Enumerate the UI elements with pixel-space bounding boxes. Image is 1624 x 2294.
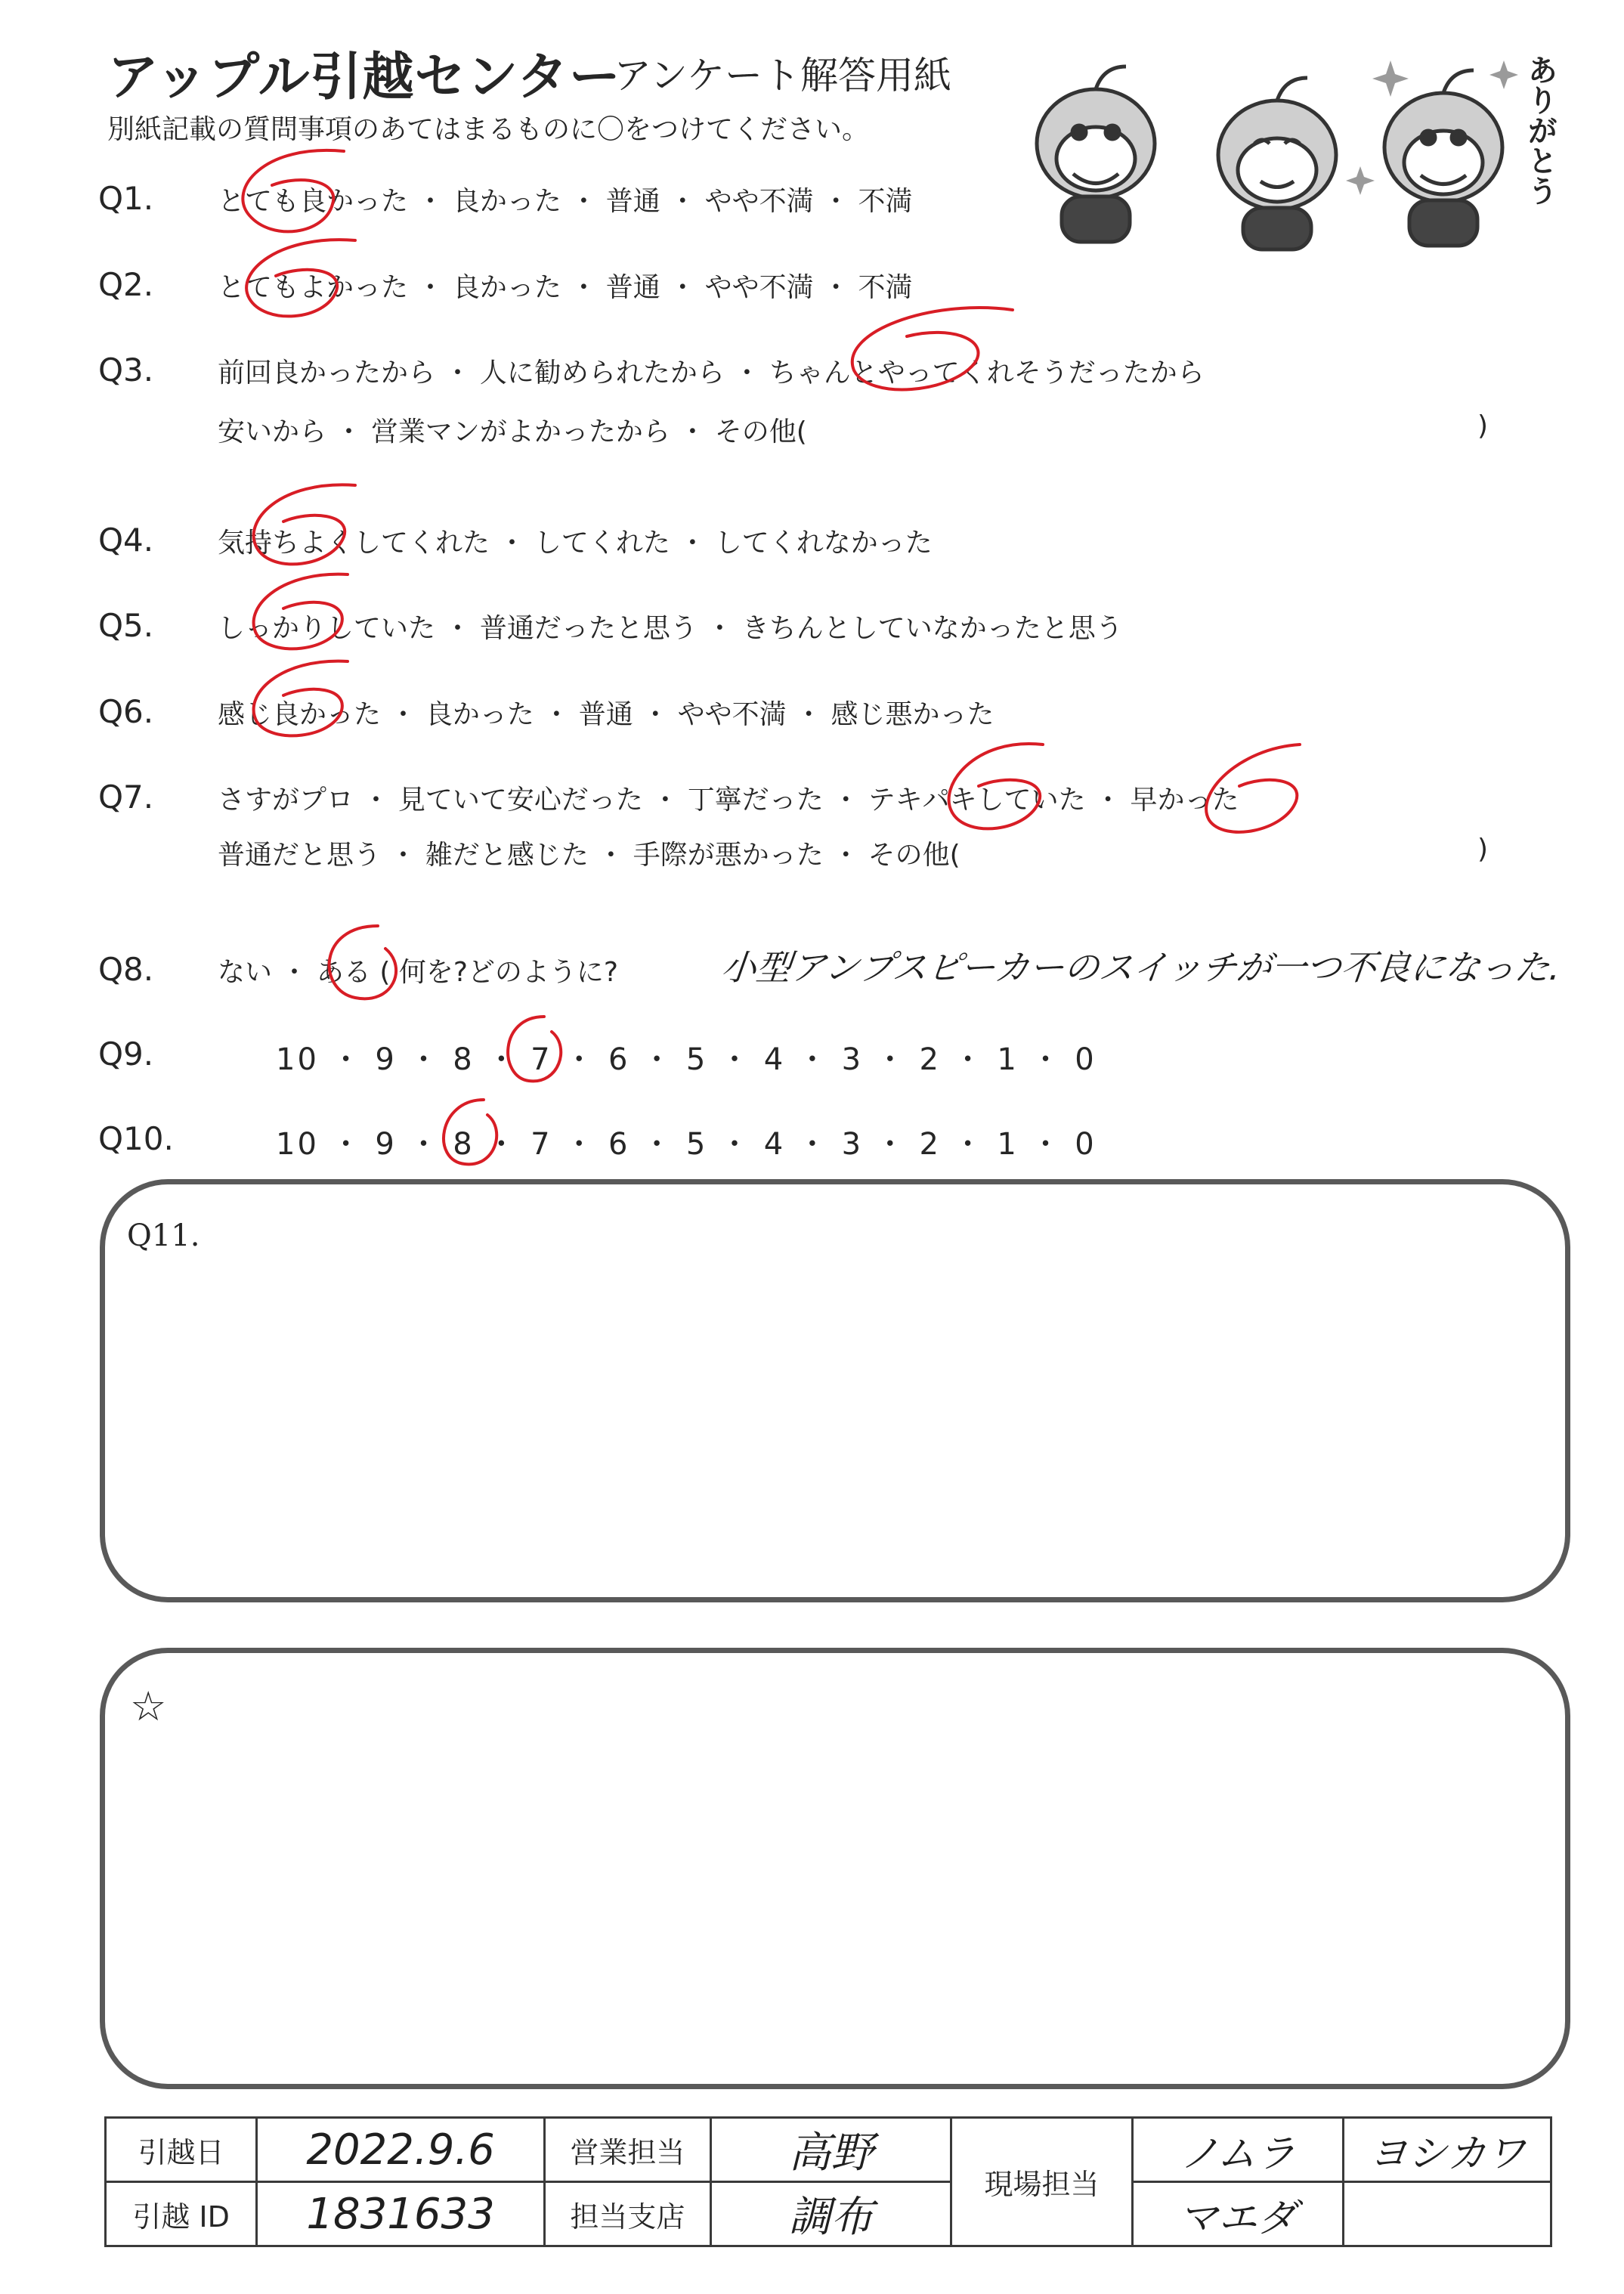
site-staff-1 <box>1132 2118 1343 2182</box>
sales-staff-value <box>710 2118 951 2182</box>
q7-options-line2: 普通だと思う ・ 雑だと感じた ・ 手際が悪かった ・ その他( <box>218 840 960 871</box>
site-staff-2 <box>1343 2118 1551 2182</box>
footer-row-2 <box>106 2182 1551 2246</box>
q11-comment-box <box>100 1179 1570 1602</box>
q5-label: Q5. <box>98 607 154 644</box>
q9-scale: 10 ・ 9 ・ 8 ・ 7 ・ 6 ・ 5 ・ 4 ・ 3 ・ 2 ・ 1 ・ 0 <box>276 1042 1097 1077</box>
site-staff-label: 現場担当 <box>951 2118 1133 2246</box>
q10-circle-mark <box>444 1100 496 1164</box>
q1-circle-mark <box>243 150 344 232</box>
q4-circle-mark <box>254 484 355 564</box>
q7-close-paren: ) <box>1477 834 1489 865</box>
q8-label: Q8. <box>98 951 154 988</box>
q7-label: Q7. <box>98 779 154 816</box>
q6-label: Q6. <box>98 693 154 730</box>
sales-staff-text: 高野 <box>788 2128 874 2178</box>
q4-options: 気持ちよくしてくれた ・ してくれた ・ してくれなかった <box>218 528 933 559</box>
branch-label: 担当支店 <box>544 2182 710 2246</box>
q2-circle-mark <box>246 240 355 316</box>
q3-options-line2: 安いから ・ 営業マンがよかったから ・ その他( <box>218 416 807 447</box>
star-label: ☆ <box>130 1683 167 1730</box>
move-id-label: 引越 ID <box>106 2182 257 2246</box>
q3-options-line1: 前回良かったから ・ 人に勧められたから ・ ちゃんとやってくれそうだったから <box>218 358 1205 389</box>
q10-label: Q10. <box>98 1120 174 1157</box>
q2-label: Q2. <box>98 266 154 303</box>
q1-options: とても良かった ・ 良かった ・ 普通 ・ やや不満 ・ 不満 <box>218 186 913 217</box>
footer-row-1 <box>106 2118 1551 2182</box>
mascot-thanks-text: ありがとう <box>1523 54 1557 206</box>
move-id-text: 1831633 <box>306 2189 495 2239</box>
star-comment-box <box>100 1648 1570 2089</box>
site-staff-2-text: ヨシカワ <box>1368 2131 1526 2177</box>
q7-circle-mark-tekipaki <box>949 744 1043 828</box>
q3-close-paren: ) <box>1477 410 1489 441</box>
q9-circle-mark <box>508 1017 561 1081</box>
move-id-value <box>257 2182 545 2246</box>
q9-label: Q9. <box>98 1036 154 1073</box>
q7-options-line1: さすがプロ ・ 見ていて安心だった ・ 丁寧だった ・ テキパキしていた ・ 早かった <box>218 785 1239 816</box>
q7-circle-mark-hayakatta <box>1206 745 1300 832</box>
site-staff-3 <box>1132 2182 1343 2246</box>
q8-options: ない ・ ある ( 何を?どのように? <box>218 957 619 988</box>
q6-options: 感じ良かった ・ 良かった ・ 普通 ・ やや不満 ・ 感じ悪かった <box>218 699 995 730</box>
q5-circle-mark <box>254 574 348 649</box>
q5-options: しっかりしていた ・ 普通だったと思う ・ きちんとしていなかったと思う <box>218 613 1123 644</box>
q4-label: Q4. <box>98 522 154 559</box>
q6-circle-mark <box>254 661 348 736</box>
form-subtitle: アンケート解答用紙 <box>614 54 951 98</box>
q1-label: Q1. <box>98 180 154 217</box>
move-date-label: 引越日 <box>106 2118 257 2182</box>
q3-circle-mark <box>852 308 1013 389</box>
footer-info-table <box>104 2116 1552 2247</box>
q11-label: Q11. <box>127 1218 200 1253</box>
q8-handwritten-answer: 小型アンプスピーカーのスイッチが一つ不良になった. <box>719 947 1563 988</box>
branch-value <box>710 2182 951 2246</box>
branch-text: 調布 <box>788 2193 874 2242</box>
move-date-value <box>257 2118 545 2182</box>
q2-options: とてもよかった ・ 良かった ・ 普通 ・ やや不満 ・ 不満 <box>218 272 913 303</box>
q3-label: Q3. <box>98 351 154 389</box>
site-staff-3-text: マエダ <box>1178 2195 1297 2241</box>
form-title: アップル引越センター <box>107 48 621 107</box>
q10-scale: 10 ・ 9 ・ 8 ・ 7 ・ 6 ・ 5 ・ 4 ・ 3 ・ 2 ・ 1 ・ 0 <box>276 1127 1097 1162</box>
move-date-text: 2022.9.6 <box>306 2125 495 2175</box>
site-staff-empty <box>1343 2182 1551 2246</box>
sales-staff-label: 営業担当 <box>544 2118 710 2182</box>
q8-circle-mark <box>329 926 397 998</box>
instructions: 別紙記載の質問事項のあてはまるものに〇をつけてください。 <box>107 114 870 145</box>
site-staff-1-text: ノムラ <box>1180 2131 1295 2177</box>
